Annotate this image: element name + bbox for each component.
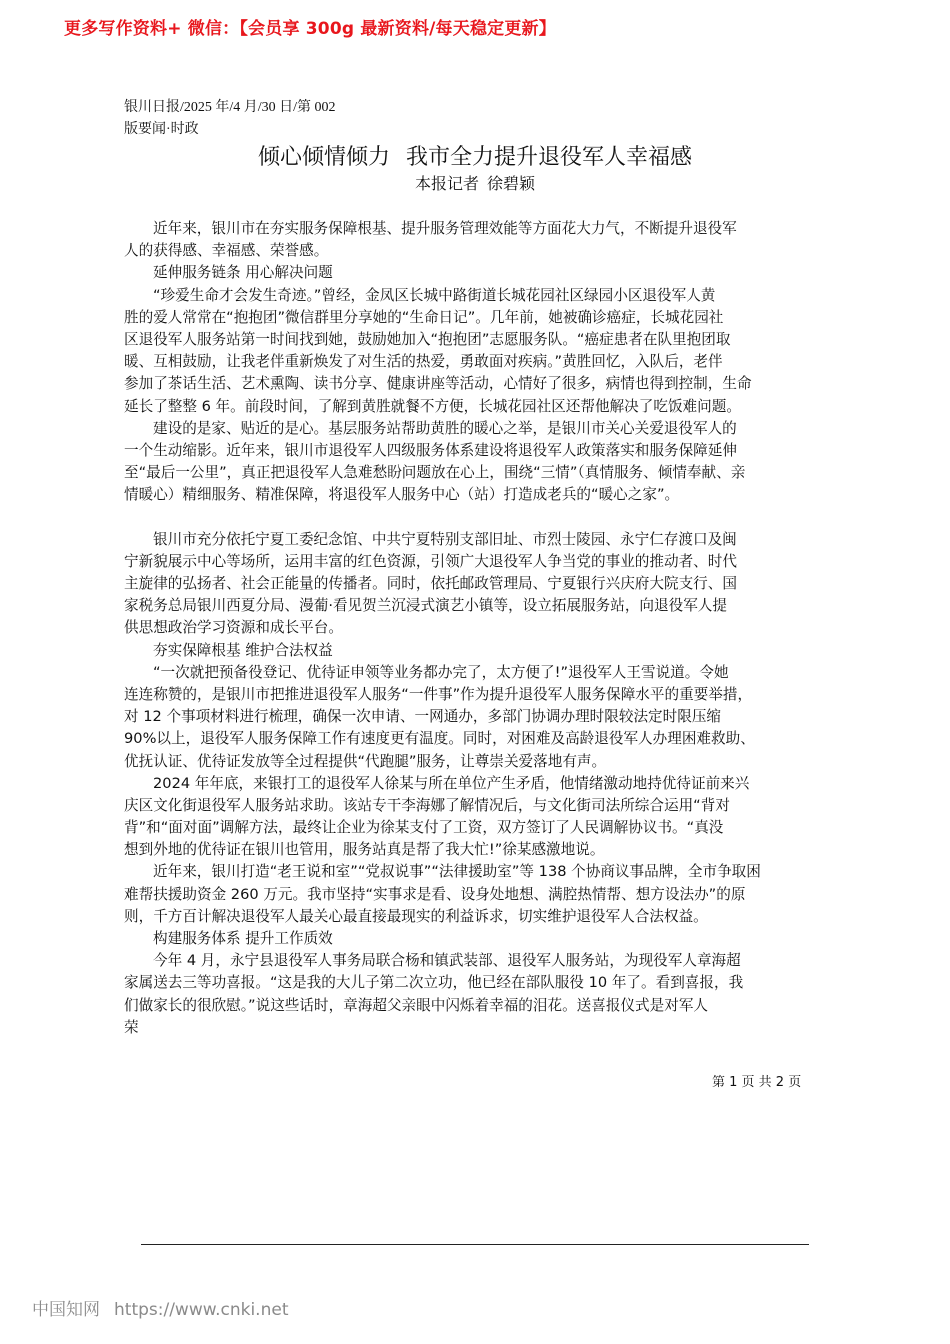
body-line: 暖、互相鼓励，让我老伴重新焕发了对生活的热爱，勇敢面对疾病。”黄胜回忆，入队后，老伴 (124, 353, 723, 371)
body-line: 2024 年年底，来银打工的退役军人徐某与所在单位产生矛盾，他情绪激动地持优待证前来兴 (153, 774, 750, 792)
body-line: 宁新貌展示中心等场所，运用丰富的红色资源，引领广大退役军人争当党的事业的推动者、时代 (124, 552, 737, 570)
body-line: 建设的是家、贴近的是心。基层服务站帮助黄胜的暖心之举，是银川市关心关爱退役军人的 (153, 419, 737, 437)
body-line: 荣 (124, 1018, 139, 1036)
promo-banner: 更多写作资料+ 微信：【会员享 300g 最新资料/每天稳定更新】 (64, 19, 556, 39)
body-line: 银川市充分依托宁夏工委纪念馆、中共宁夏特别支部旧址、市烈士陵园、永宁仁存渡口及闽 (153, 530, 737, 548)
section-heading: 构建服务体系 提升工作质效 (153, 930, 333, 947)
body-line: “一次就把预备役登记、优待证申领等业务都办完了，太方便了!”退役军人王雪说道。令她 (153, 663, 729, 681)
body-line: 胜的爱人常常在“抱抱团”微信群里分享她的“生命日记”。几年前，她被确诊癌症，长城花园社 (124, 308, 724, 326)
body-line: 主旋律的弘扬者、社会正能量的传播者。同时，依托邮政管理局、宁夏银行兴庆府大院支行、国 (124, 575, 737, 592)
body-line: 家税务总局银川西夏分局、漫葡·看见贺兰沉浸式演艺小镇等，设立拓展服务站，向退役军人提 (124, 597, 727, 615)
body-line: 对 12 个事项材料进行梳理，确保一次申请、一网通办，多部门协调办理时限较法定时限压缩 (124, 708, 722, 726)
body-line: 至“最后一公里”，真正把退役军人急难愁盼问题放在心上，围绕“三情”（真情服务、倾情奉献、亲 (124, 464, 746, 482)
body-line: 情暖心）精细服务、精准保障，将退役军人服务中心（站）打造成老兵的“暖心之家”。 (124, 486, 680, 504)
body-line: 延长了整整 6 年。前段时间，了解到黄胜就餐不方便，长城花园社区还帮他解决了吃饭难问题。 (124, 397, 741, 415)
body-line: 参加了茶话生活、艺术熏陶、读书分享、健康讲座等活动，心情好了很多，病情也得到控制，生命 (124, 375, 752, 393)
section-heading: 延伸服务链条 用心解决问题 (153, 264, 333, 282)
footer-divider (141, 1244, 809, 1245)
title-part-1: 倾心倾情倾力 (257, 145, 390, 170)
cnki-logo-text: 中国知网 (32, 1300, 100, 1320)
byline-role: 本报记者 (414, 174, 479, 193)
body-line: 区退役军人服务站第一时间找到她，鼓励她加入“抱抱团”志愿服务队。“癌症患者在队里抱团取 (124, 330, 731, 348)
body-line: 背”和“面对面”调解方法，最终让企业为徐某支付了工资，双方签订了人民调解协议书。“真没 (124, 819, 724, 837)
body-line: 难帮扶援助资金 260 万元。我市坚持“实事求是看、设身处地想、满腔热情帮、想方设法办”的原 (124, 885, 746, 903)
blank-line (124, 506, 840, 528)
article-title (0, 140, 950, 171)
cnki-url[interactable]: https://www.cnki.net (114, 1300, 289, 1320)
body-line: 近年来，银川打造“老王说和室”“党叔说事”“法律援助室”等 138 个协商议事品牌，全市争取困 (153, 863, 761, 881)
section-line: 版要闻·时政 (124, 122, 199, 137)
body-line: 们做家长的很欣慰。”说这些话时，章海超父亲眼中闪烁着幸福的泪花。送喜报仪式是对军人 (124, 996, 709, 1014)
page-indicator: 第 1 页 共 2 页 (712, 1075, 802, 1090)
body-line: 则，千方百计解决退役军人最关心最直接最现实的利益诉求，切实维护退役军人合法权益。 (124, 907, 708, 925)
body-line: 连连称赞的，是银川市把推进退役军人服务“一件事”作为提升退役军人服务保障水平的重要举措， (124, 685, 753, 703)
body-line: 优抚认证、优待证发放等全过程提供“代跑腿”服务，让尊崇关爱落地有声。 (124, 752, 607, 770)
body-line: 一个生动缩影。近年来，银川市退役军人四级服务体系建设将退役军人政策落实和服务保障延伸 (124, 441, 737, 459)
body-line: 近年来，银川市在夯实服务保障根基、提升服务管理效能等方面花大力气，不断提升退役军 (153, 220, 737, 237)
body-line: 人的获得感、幸福感、荣誉感。 (124, 242, 329, 260)
section-heading: 夯实保障根基 维护合法权益 (153, 641, 333, 659)
article-body (124, 218, 840, 1039)
body-line: 90%以上，退役军人服务保障工作有速度更有温度。同时，对困难及高龄退役军人办理困难救助、 (124, 730, 755, 748)
body-line: 庆区文化街退役军人服务站求助。该站专干李海娜了解情况后，与文化街司法所综合运用“背对 (124, 796, 730, 814)
source-line: 银川日报/2025 年/4 月/30 日/第 002 (124, 100, 336, 115)
cnki-watermark (32, 1295, 288, 1320)
body-line: “珍爱生命才会发生奇迹。”曾经，金凤区长城中路街道长城花园社区绿园小区退役军人黄 (153, 286, 716, 304)
body-line: 今年 4 月，永宁县退役军人事务局联合杨和镇武装部、退役军人服务站，为现役军人章海超 (153, 952, 741, 970)
title-part-2: 我市全力提升退役军人幸福感 (406, 145, 693, 170)
body-line: 想到外地的优待证在银川也管用，服务站真是帮了我大忙!”徐某感激地说。 (124, 841, 605, 859)
body-line: 家属送去三等功喜报。“这是我的大儿子第二次立功，他已经在部队服役 10 年了。看到喜报，我 (124, 974, 744, 992)
byline (0, 171, 950, 194)
body-line: 供思想政治学习资源和成长平台。 (124, 619, 343, 637)
byline-name: 徐碧颖 (487, 174, 536, 193)
